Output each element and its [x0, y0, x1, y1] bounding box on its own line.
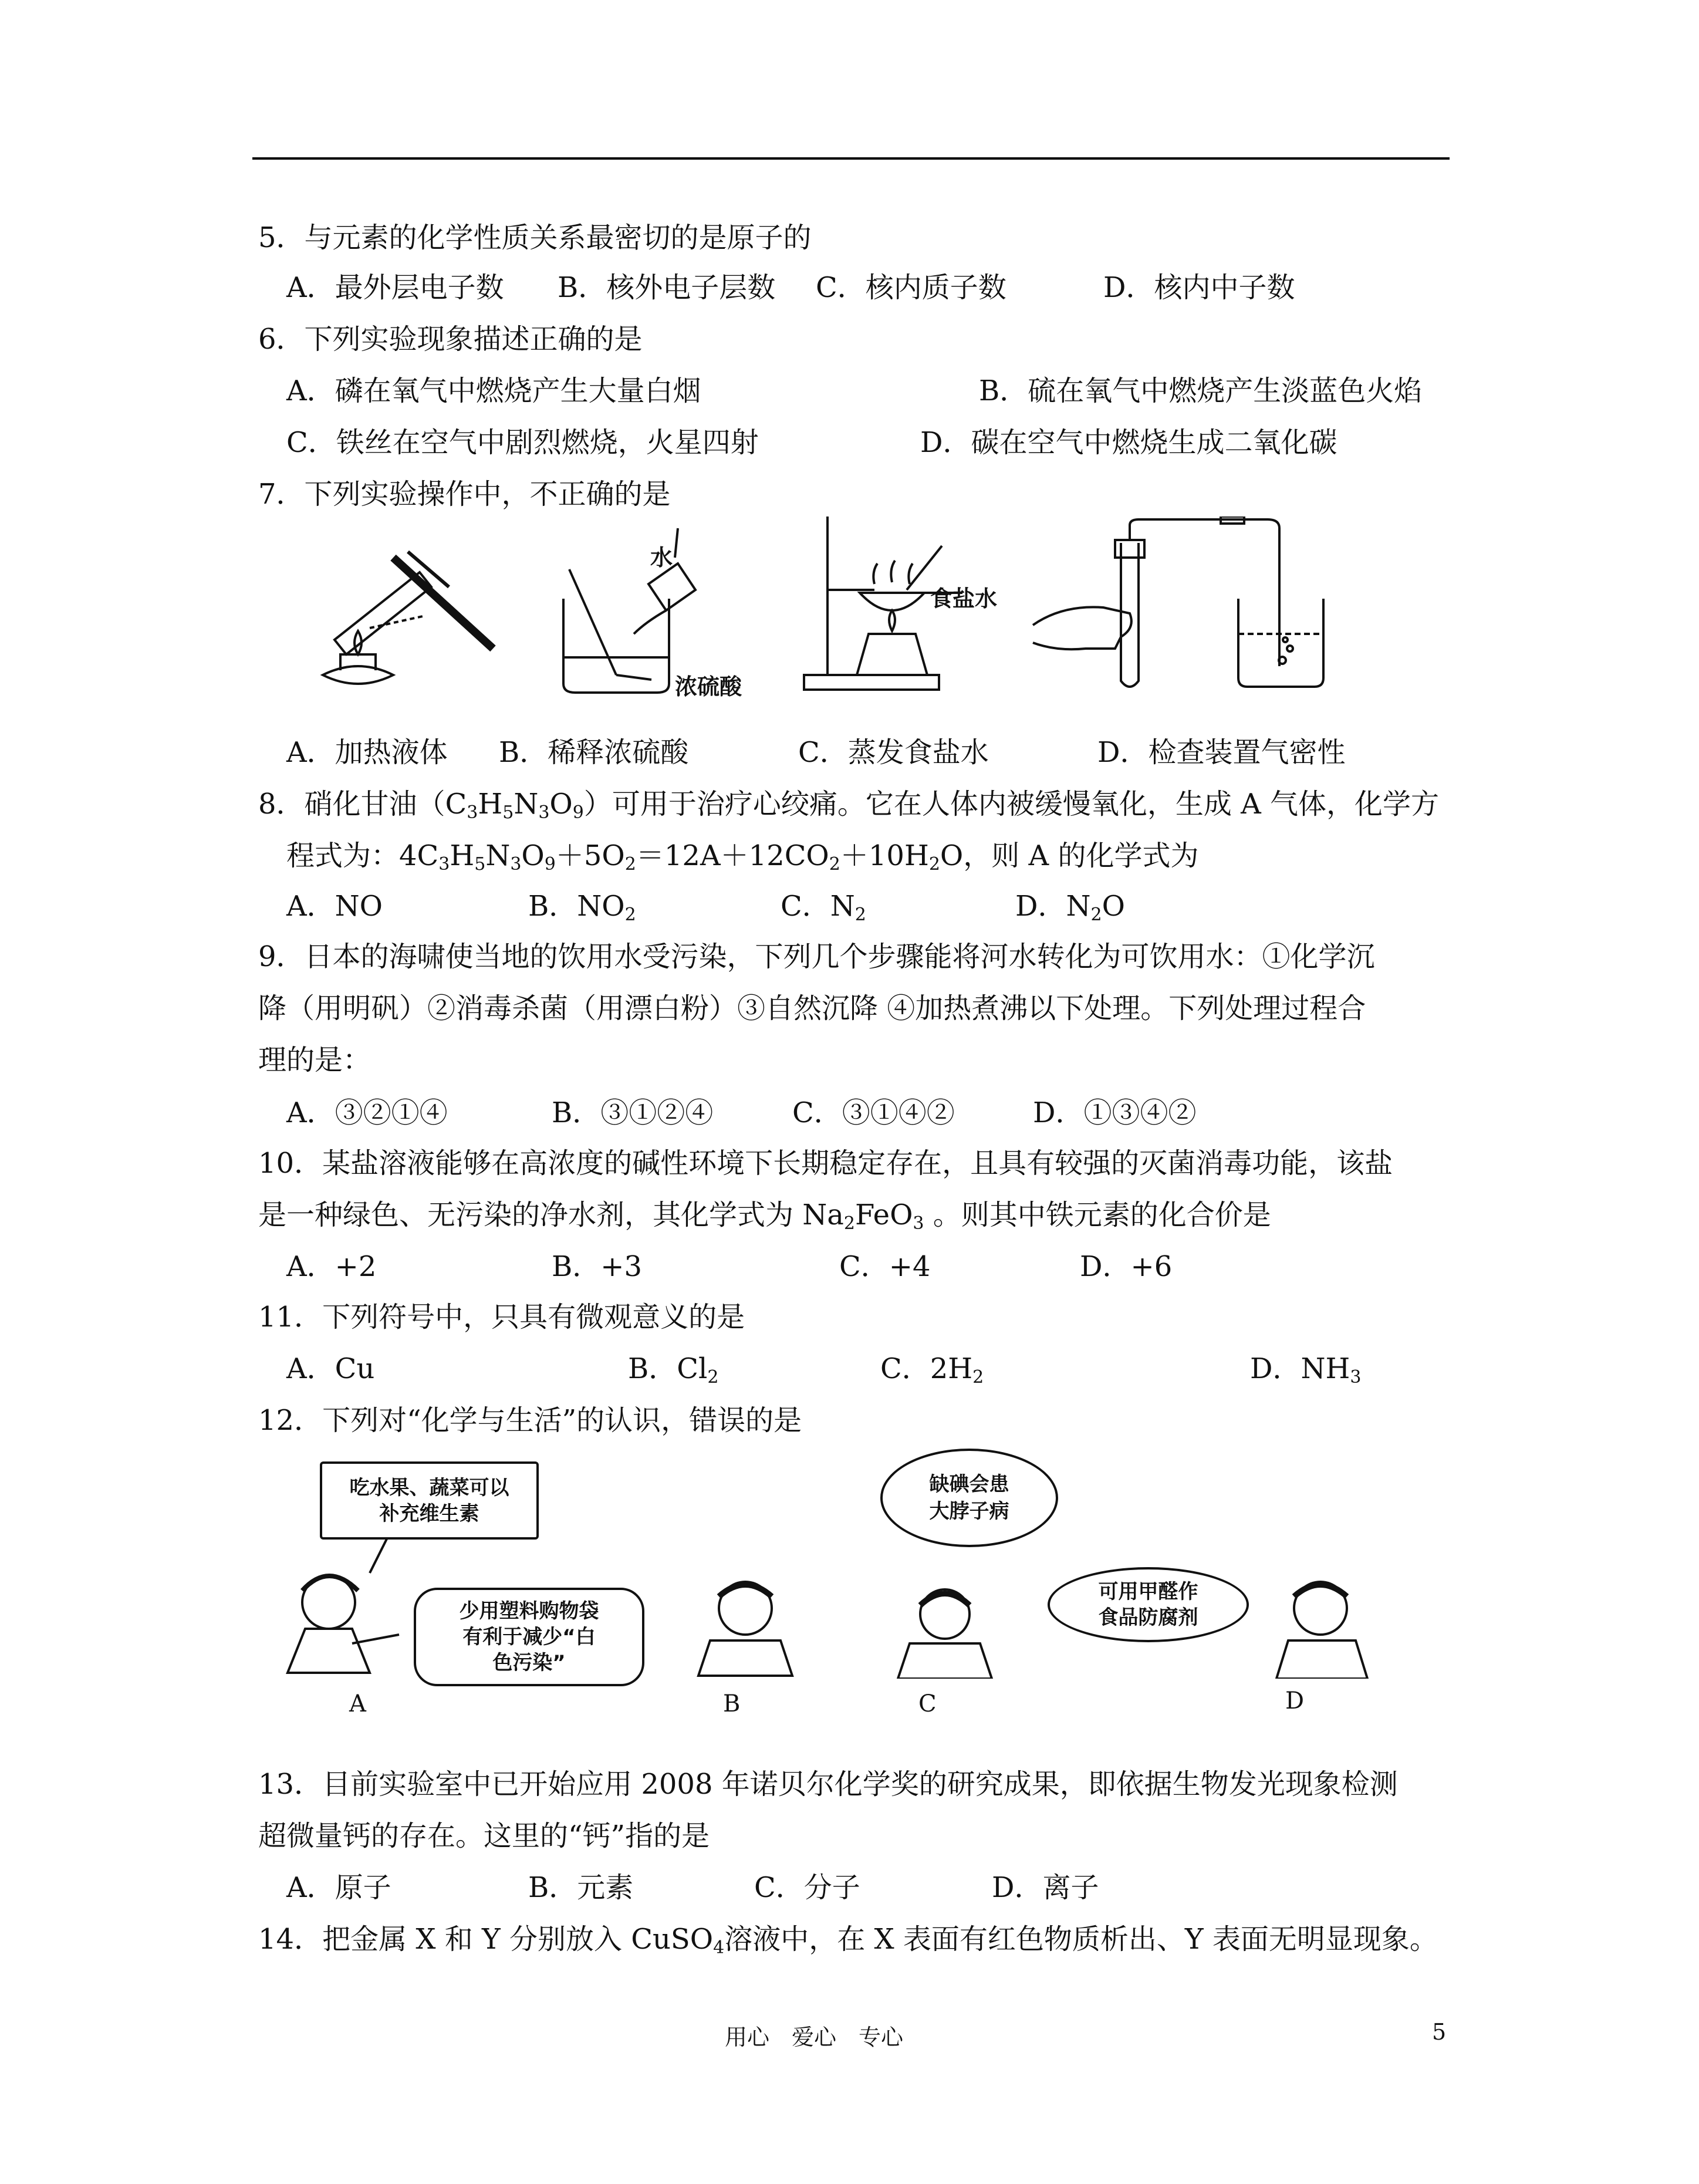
q13-line-1: 13．目前实验室中已开始应用 2008 年诺贝尔化学奖的研究成果，即依据生物发光现象检测 — [258, 1768, 1398, 1801]
q9-line-2: 降（用明矾）②消毒杀菌（用漂白粉）③自然沉降 ④加热煮沸以下处理。下列处理过程合 — [258, 992, 1366, 1025]
cartoon-label-d: D — [1285, 1687, 1305, 1714]
cartoon-label-a: A — [349, 1690, 366, 1717]
q13-option-a: A．原子 — [286, 1871, 391, 1904]
q7-option-d: D．检查装置气密性 — [1097, 736, 1346, 769]
q6-option-b: B．硫在氧气中燃烧产生淡蓝色火焰 — [979, 374, 1423, 407]
q8-option-a: A．NO — [286, 890, 383, 923]
q8-option-d: D．$N_2O$ — [1015, 890, 1125, 925]
q11-option-b: B．$Cl_2$ — [628, 1352, 719, 1388]
fig-label-acid: 浓硫酸 — [675, 674, 742, 700]
q10-option-c: C．+4 — [839, 1250, 931, 1283]
q6-option-c: C．铁丝在空气中剧烈燃烧，火星四射 — [286, 426, 759, 459]
q9-option-c: C．③①④② — [792, 1096, 955, 1129]
bubble-c: 缺碘会患 大脖子病 — [880, 1449, 1058, 1547]
cartoon-label-c: C — [918, 1690, 937, 1717]
q6-stem: 6．下列实验现象描述正确的是 — [258, 323, 643, 356]
q8-line-2: 程式为：$4C_3H_5N_3O_9+5O_2=12A+12CO_2+10H_2O$，则 A 的化学式为 — [286, 839, 1199, 875]
q11-stem: 11．下列符号中，只具有微观意义的是 — [258, 1301, 745, 1334]
bubble-d: 可用甲醛作 食品防腐剂 — [1048, 1567, 1249, 1642]
q9-option-a: A．③②①④ — [286, 1096, 448, 1129]
cartoon-figures — [264, 1526, 1391, 1679]
dilute-acid-figure — [563, 528, 695, 693]
q8-option-b: B．$NO_2$ — [528, 890, 636, 925]
q7-option-c: C．蒸发食盐水 — [798, 736, 989, 769]
q9-option-b: B．③①②④ — [552, 1096, 714, 1129]
girl-figure — [288, 1538, 399, 1673]
q6-option-d: D．碳在空气中燃烧生成二氧化碳 — [920, 426, 1337, 459]
boy-d-figure — [1276, 1582, 1367, 1679]
q5-option-b: B．核外电子层数 — [558, 271, 776, 304]
q13-line-2: 超微量钙的存在。这里的“钙”指的是 — [258, 1820, 710, 1852]
q11-option-c: C．$2H_2$ — [880, 1352, 984, 1388]
q13-option-b: B．元素 — [528, 1871, 634, 1904]
q7-stem: 7．下列实验操作中，不正确的是 — [258, 478, 671, 511]
q9-line-1: 9．日本的海啸使当地的饮用水受污染，下列几个步骤能将河水转化为可饮用水：①化学沉 — [258, 940, 1375, 973]
q8-line-1: 8．硝化甘油$(C_3H_5N_3O_9)$可用于治疗心绞痛。它在人体内被缓慢氧化，生成 A 气体，化学方 — [258, 788, 1440, 823]
header-rule — [252, 157, 1450, 160]
q7-option-b: B．稀释浓硫酸 — [499, 736, 689, 769]
q11-option-a: A．Cu — [286, 1352, 375, 1385]
q14-line-1: 14．把金属 X 和 Y 分别放入 CuSO$_4$溶液中，在 X 表面有红色物质析出、Y 表面无明显现象。 — [258, 1923, 1438, 1958]
q7-option-a: A．加热液体 — [286, 736, 448, 769]
q5-option-a: A．最外层电子数 — [286, 271, 504, 304]
bubble-b: 少用塑料购物袋 有利于减少“白 色污染” — [414, 1588, 644, 1686]
cartoon-label-b: B — [723, 1690, 741, 1717]
q9-line-3: 理的是： — [258, 1044, 371, 1076]
q12-stem: 12．下列对“化学与生活”的认识，错误的是 — [258, 1404, 802, 1437]
lab-operations-figure — [299, 517, 1508, 704]
q5-option-d: D．核内中子数 — [1103, 271, 1295, 304]
footer-motto: 用心 爱心 专心 — [725, 2024, 904, 2050]
q9-option-d: D．①③④② — [1033, 1096, 1197, 1129]
boy-b-figure — [698, 1582, 792, 1676]
fig-label-salt: 食盐水 — [930, 586, 998, 612]
q10-option-b: B．+3 — [552, 1250, 643, 1283]
fig-label-water: 水 — [650, 545, 673, 571]
q5-stem: 5．与元素的化学性质关系最密切的是原子的 — [258, 221, 812, 254]
boy-c-figure — [898, 1589, 992, 1679]
q10-option-d: D．+6 — [1080, 1250, 1173, 1283]
bubble-a: 吃水果、蔬菜可以 补充维生素 — [320, 1461, 539, 1540]
q5-option-c: C．核内质子数 — [816, 271, 1006, 304]
q8-option-c: C．$N_2$ — [781, 890, 866, 925]
q10-option-a: A．+2 — [286, 1250, 377, 1283]
q13-option-d: D．离子 — [992, 1871, 1099, 1904]
page-number: 5 — [1432, 2019, 1447, 2045]
airtight-check-figure — [1033, 517, 1323, 687]
q11-option-d: D．$NH_3$ — [1250, 1352, 1362, 1388]
q10-line-2: 是一种绿色、无污染的净水剂，其化学式为 $Na_2FeO_3$ 。则其中铁元素的化合价是 — [258, 1199, 1271, 1234]
q6-option-a: A．磷在氧气中燃烧产生大量白烟 — [286, 374, 701, 407]
heating-liquid-figure — [323, 552, 493, 684]
q10-line-1: 10．某盐溶液能够在高浓度的碱性环境下长期稳定存在，且具有较强的灭菌消毒功能，该盐 — [258, 1147, 1393, 1180]
q13-option-c: C．分子 — [754, 1871, 860, 1904]
